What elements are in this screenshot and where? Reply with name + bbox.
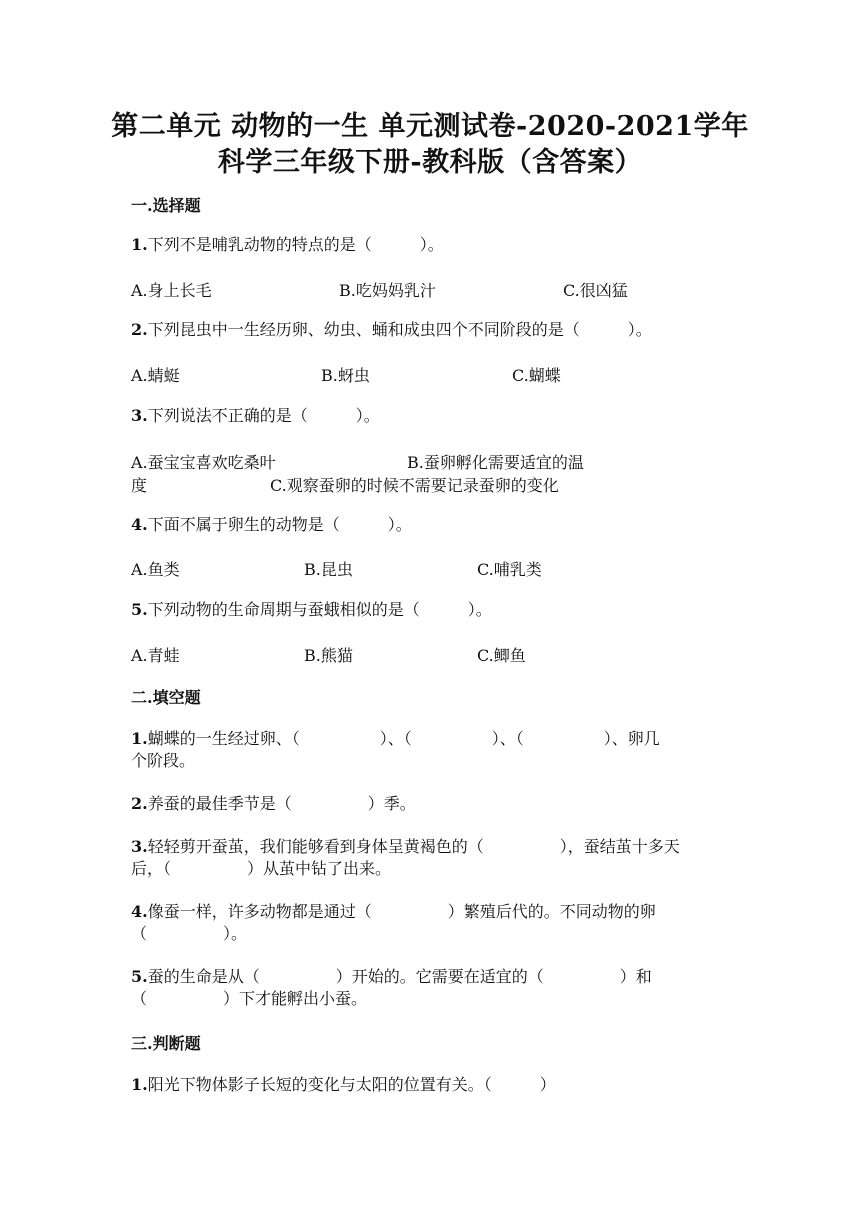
section-heading-choice: 一.选择题 <box>131 196 201 215</box>
question-text: 蝴蝶的一生经过卵、（ <box>147 729 300 748</box>
option-b-continued: 度 <box>131 476 148 495</box>
fill-question-4 <box>131 901 656 923</box>
choice-question-3 <box>131 405 380 427</box>
option-b: B.蚜虫 <box>321 366 370 385</box>
option-b: B.蚕卵孵化需要适宜的温 <box>407 453 584 472</box>
fill-question-3 <box>131 836 680 858</box>
option-c: C.蝴蝶 <box>512 366 561 385</box>
question-text: （ <box>131 924 148 943</box>
question-text: 后，（ <box>131 859 172 878</box>
question-text: ）和 <box>619 967 652 986</box>
question-text: 养蚕的最佳季节是（ <box>147 794 292 813</box>
choice-question-5 <box>131 599 492 621</box>
choice-question-2 <box>131 319 652 341</box>
question-number: 2. <box>131 794 148 813</box>
question-text: 轻轻剪开蚕茧，我们能够看到身体呈黄褐色的（ <box>147 837 484 856</box>
fill-question-2 <box>131 793 416 815</box>
question-number: 2. <box>131 320 148 339</box>
question-text: ）开始的。它需要在适宜的（ <box>335 967 544 986</box>
question-text: 下面不属于卵生的动物是（ ）。 <box>147 515 412 534</box>
question-text: 像蚕一样，许多动物都是通过（ <box>147 902 372 921</box>
question-text: ）季。 <box>367 794 416 813</box>
option-b: B.熊猫 <box>304 646 353 665</box>
section-heading-judge: 三.判断题 <box>131 1034 201 1053</box>
option-a: A.鱼类 <box>131 560 180 579</box>
question-number: 5. <box>131 967 148 986</box>
question-text: 阳光下物体影子长短的变化与太阳的位置有关。（ ） <box>147 1075 556 1094</box>
option-a: A.身上长毛 <box>131 281 212 300</box>
option-c: C.很凶猛 <box>563 281 628 300</box>
option-a: A.蚕宝宝喜欢吃桑叶 <box>131 453 276 472</box>
question-text: （ <box>131 989 148 1008</box>
fill-question-5-continued <box>131 988 367 1010</box>
option-c: C.哺乳类 <box>477 560 542 579</box>
title-line-1: 第二单元 动物的一生 单元测试卷-2020-2021学年 <box>111 111 749 142</box>
fill-question-4-continued <box>131 923 247 945</box>
fill-question-1 <box>131 728 660 750</box>
choice-question-4 <box>131 514 412 536</box>
fill-question-3-continued <box>131 858 391 880</box>
question-text: ）、卵几 <box>603 729 660 748</box>
fill-question-1-continued: 个阶段。 <box>131 751 196 770</box>
question-text: ）繁殖后代的。不同动物的卵 <box>447 902 656 921</box>
option-b: B.昆虫 <box>304 560 353 579</box>
question-text: ），蚕结茧十多天 <box>559 837 680 856</box>
option-c: C.鲫鱼 <box>477 646 526 665</box>
question-text: ）下才能孵出小蚕。 <box>223 989 368 1008</box>
fill-question-5 <box>131 966 652 988</box>
question-number: 1. <box>131 1075 148 1094</box>
question-text: ）、（ <box>379 729 412 748</box>
question-text: 下列动物的生命周期与蚕蛾相似的是（ ）。 <box>147 600 492 619</box>
judge-question-1 <box>131 1074 556 1096</box>
option-c: C.观察蚕卵的时候不需要记录蚕卵的变化 <box>270 476 559 495</box>
question-text: ）从茧中钻了出来。 <box>247 859 392 878</box>
question-number: 1. <box>131 729 148 748</box>
question-text: ）、（ <box>491 729 524 748</box>
question-text: 下列昆虫中一生经历卵、幼虫、蛹和成虫四个不同阶段的是（ ）。 <box>147 320 652 339</box>
title-line-2: 科学三年级下册-教科版（含答案） <box>217 147 643 178</box>
question-text: ）。 <box>223 924 248 943</box>
question-number: 3. <box>131 406 148 425</box>
question-number: 1. <box>131 235 148 254</box>
question-text: 蚕的生命是从（ <box>147 967 260 986</box>
option-a: A.青蛙 <box>131 646 180 665</box>
section-heading-fill: 二.填空题 <box>131 688 201 707</box>
question-number: 5. <box>131 600 148 619</box>
question-number: 3. <box>131 837 148 856</box>
choice-question-1 <box>131 234 444 256</box>
question-text: 下列说法不正确的是（ ）。 <box>147 406 380 425</box>
option-a: A.蜻蜓 <box>131 366 180 385</box>
question-number: 4. <box>131 902 148 921</box>
option-b: B.吃妈妈乳汁 <box>339 281 436 300</box>
question-text: 下列不是哺乳动物的特点的是（ ）。 <box>147 235 444 254</box>
question-number: 4. <box>131 515 148 534</box>
